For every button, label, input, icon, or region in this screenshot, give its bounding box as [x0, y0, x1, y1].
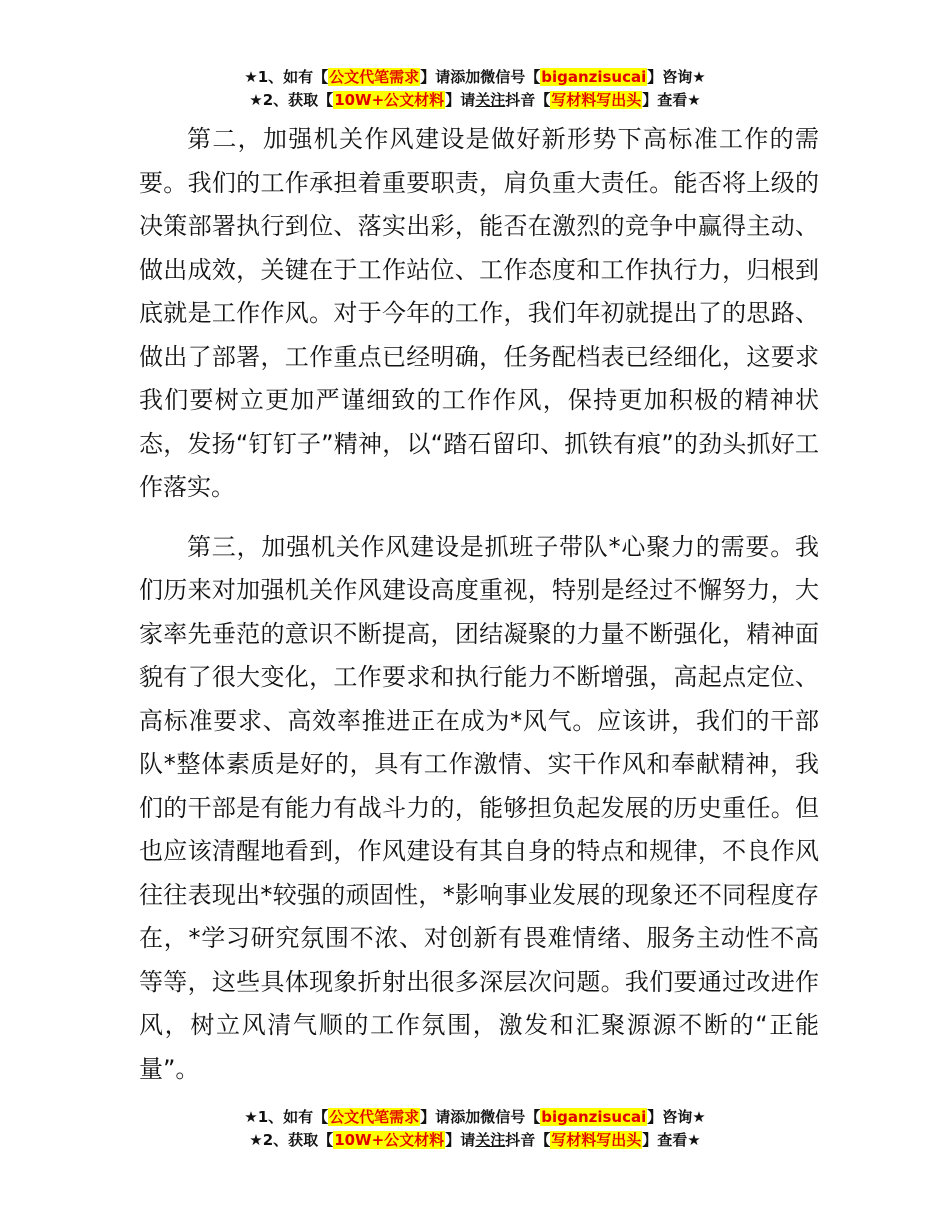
promo-line-2	[0, 1129, 950, 1152]
promo-text: 抖音【	[505, 1131, 551, 1149]
promo-text: 】请	[445, 91, 476, 109]
wechat-id-highlight: biganzisucai	[541, 68, 647, 86]
promo-highlight: 公文代笔需求	[329, 1108, 420, 1126]
promo-text: ★1、如有【	[244, 1108, 329, 1126]
promo-text: 抖音【	[505, 91, 551, 109]
promo-text: ★2、获取【	[249, 91, 334, 109]
promo-text: 】咨询★	[647, 68, 706, 86]
promo-text: ★2、获取【	[249, 1131, 334, 1149]
promo-highlight: 10W+公文材料	[334, 1131, 445, 1149]
douyin-account-highlight: 写材料写出头	[551, 91, 642, 109]
promo-text: 】查看★	[642, 91, 701, 109]
douyin-account-highlight: 写材料写出头	[551, 1131, 642, 1149]
footer-promo-banner	[0, 1106, 950, 1152]
promo-underlined-text: 关注	[475, 1131, 506, 1149]
promo-text: 】请添加微信号【	[420, 1108, 541, 1126]
header-promo-banner	[0, 66, 950, 112]
promo-text: 】请添加微信号【	[420, 68, 541, 86]
promo-text: 】咨询★	[647, 1108, 706, 1126]
paragraph-second: 第二，加强机关作风建设是做好新形势下高标准工作的需要。我们的工作承担着重要职责，肩负重大责任。能否将上级的决策部署执行到位、落实出彩，能否在激烈的竞争中赢得主动、做出成效，关键在于工作站位、工作态度和工作执行力，归根到底就是工作作风。对于今年的工作，我们年初就提出了的思路、做出了部署，工作重点已经明确，任务配档表已经细化，这要求我们要树立更加严谨细致的工作作风，保持更加积极的精神状态，发扬“钉钉子”精神，以“踏石留印、抓铁有痕”的劲头抓好工作落实。	[139, 125, 819, 501]
promo-highlight: 公文代笔需求	[329, 68, 420, 86]
promo-text: 】请	[445, 1131, 476, 1149]
promo-highlight: 10W+公文材料	[334, 91, 445, 109]
promo-underlined-text: 关注	[475, 91, 506, 109]
document-body	[139, 118, 819, 1091]
promo-text: ★1、如有【	[244, 68, 329, 86]
promo-line-1	[0, 1106, 950, 1129]
promo-line-2	[0, 89, 950, 112]
paragraph-third: 第三，加强机关作风建设是抓班子带队*心聚力的需要。我们历来对加强机关作风建设高度重视，特别是经过不懈努力，大家率先垂范的意识不断提高，团结凝聚的力量不断强化，精神面貌有了很大变化，工作要求和执行能力不断增强，高起点定位、高标准要求、高效率推进正在成为*风气。应该讲，我们的干部队*整体素质是好的，具有工作激情、实干作风和奉献精神，我们的干部是有能力有战斗力的，能够担负起发展的历史重任。但也应该清醒地看到，作风建设有其自身的特点和规律，不良作风往往表现出*较强的顽固性，*影响事业发展的现象还不同程度存在，*学习研究氛围不浓、对创新有畏难情绪、服务主动性不高等等，这些具体现象折射出很多深层次问题。我们要通过改进作风，树立风清气顺的工作氛围，激发和汇聚源源不断的“正能量”。	[139, 532, 819, 1083]
promo-line-1	[0, 66, 950, 89]
wechat-id-highlight: biganzisucai	[541, 1108, 647, 1126]
promo-text: 】查看★	[642, 1131, 701, 1149]
